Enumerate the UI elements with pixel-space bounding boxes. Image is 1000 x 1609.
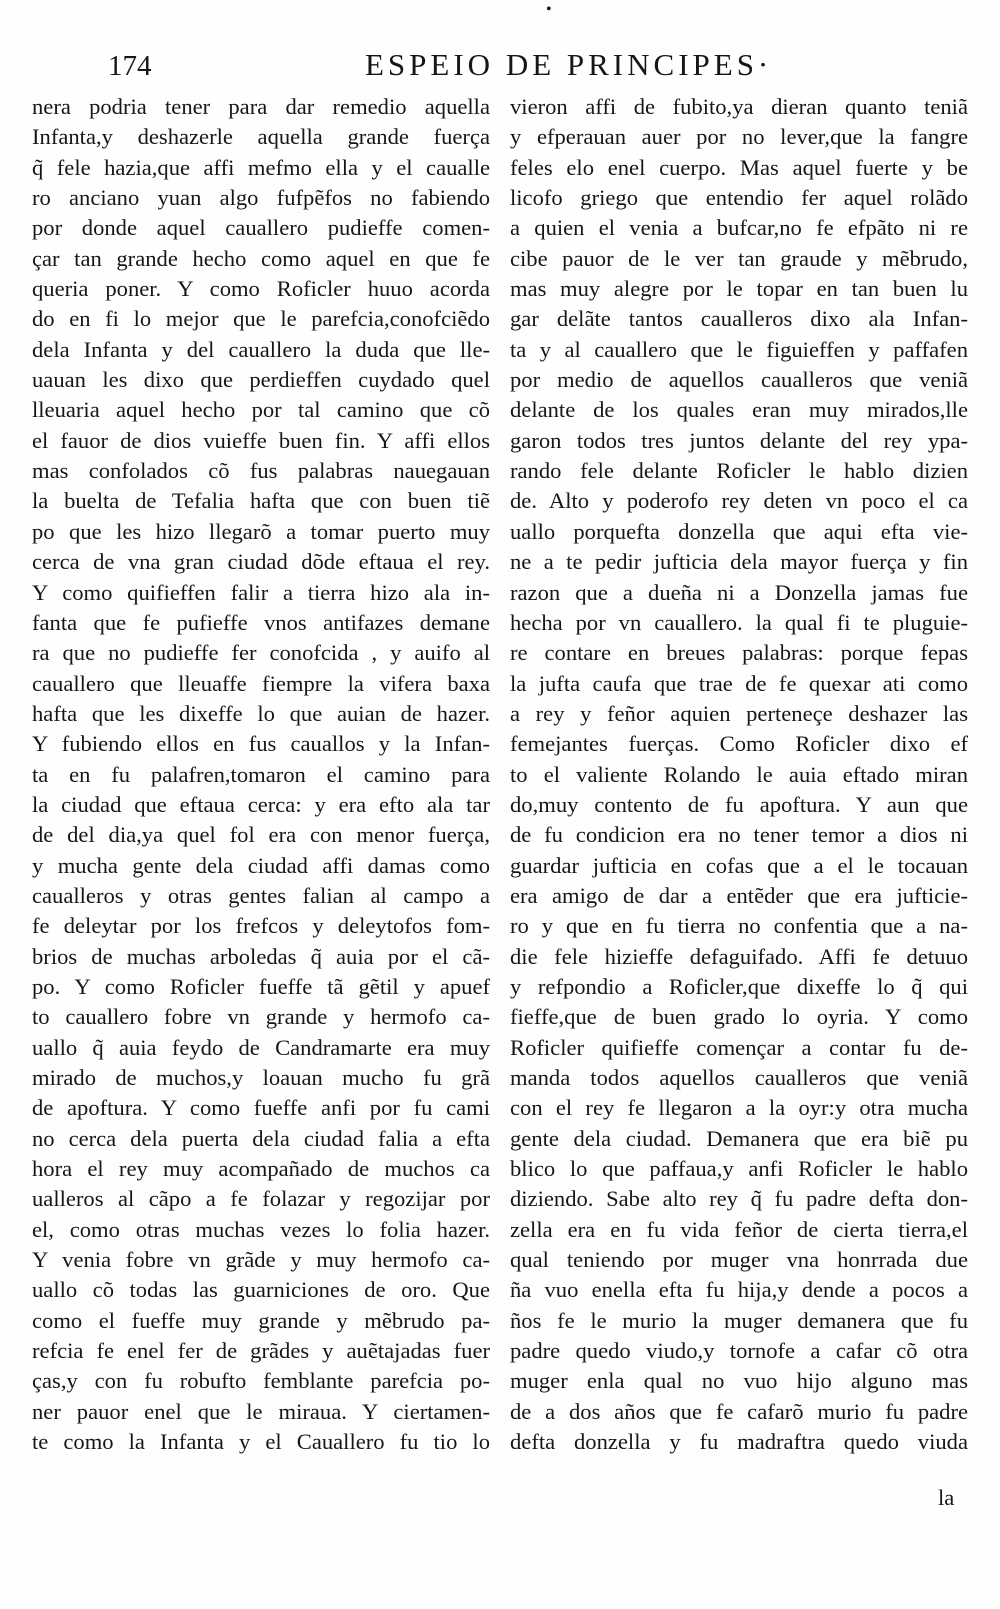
text-line: q̃ fele hazia,que affi mefmo ella y el caualle xyxy=(32,154,490,180)
text-line: ña vuo enella efta fu hija,y dende a pocos a xyxy=(510,1277,968,1303)
text-line: do en fi lo mejor que le parefcia,conofciẽdo xyxy=(32,306,490,332)
text-line: el, como otras muchas vezes lo folia hazer. xyxy=(32,1216,490,1242)
text-line: queria poner. Y como Roficler huuo acorda xyxy=(32,276,490,302)
top-mark: • xyxy=(546,1,552,18)
text-line: cibe pauor de le ver tan graude y mẽbrudo, xyxy=(510,245,968,271)
catchword: la xyxy=(938,1485,955,1510)
text-line: femejantes fuerças. Como Roficler dixo ef xyxy=(510,731,968,757)
text-line: la buelta de Tefalia hafta que con buen tiẽ xyxy=(32,488,490,514)
text-line: ta y al cauallero que le figuieffen y paffafen xyxy=(510,336,968,362)
text-line: po. Y como Roficler fueffe tã gẽtil y apuef xyxy=(32,973,490,999)
text-line: die fele hizieffe defaguifado. Affi fe detuuo xyxy=(510,943,968,969)
text-line: garon todos tres juntos delante del rey ypa- xyxy=(510,427,968,453)
text-line: por medio de aquellos caualleros que veniã xyxy=(510,367,968,393)
right-text-column xyxy=(510,92,968,1457)
text-line: de del dia,ya quel fol era con menor fuerça, xyxy=(32,822,490,848)
text-line: fanta que fe pufieffe vnos antifazes demane xyxy=(32,609,490,635)
text-line: ner pauor enel que le miraua. Y ciertamen- xyxy=(32,1398,490,1424)
text-line: ualleros al cãpo a fe folazar y regozijar por xyxy=(32,1186,490,1212)
text-line: to cauallero fobre vn grande y hermofo ca- xyxy=(32,1004,490,1030)
text-line: ños fe le murio la muger demanera que fu xyxy=(510,1307,968,1333)
running-title: ESPEIO DE PRINCIPES· xyxy=(365,47,773,82)
text-line: te como la Infanta y el Cauallero fu tio lo xyxy=(32,1429,490,1455)
text-line: ro y que en fu tierra no confentia que a na- xyxy=(510,913,968,939)
text-line: fieffe,que de buen grado lo oyria. Y como xyxy=(510,1004,968,1030)
text-line: qual teniendo por muger vna honrrada due xyxy=(510,1247,968,1273)
text-line: a rey y feñor aquien perteneçe deshazer las xyxy=(510,700,968,726)
text-line: çar tan grande hecho como aquel en que fe xyxy=(32,245,490,271)
text-line: refcia fe enel fer de grãdes y auẽtajadas fuer xyxy=(32,1338,490,1364)
text-line: gente dela ciudad. Demanera que era biẽ pu xyxy=(510,1125,968,1151)
text-line: ne a te pedir jufticia dela mayor fuerça y fin xyxy=(510,549,968,575)
text-line: Y venia fobre vn grãde y muy hermofo ca- xyxy=(32,1247,490,1273)
text-line: Y fubiendo ellos en fus cauallos y la Infan- xyxy=(32,731,490,757)
text-line: dela Infanta y del cauallero la duda que lle- xyxy=(32,336,490,362)
text-line: ças,y con fu robufto femblante parefcia po- xyxy=(32,1368,490,1394)
text-line: re contare en breues palabras: porque fepas xyxy=(510,640,968,666)
text-line: el fauor de dios vuieffe buen fin. Y affi ellos xyxy=(32,427,490,453)
text-line: cauallero que lleuaffe fiempre la vifera baxa xyxy=(32,670,490,696)
text-line: de a dos años que fe cafarõ murio fu padre xyxy=(510,1398,968,1424)
text-line: blico lo que paffaua,y anfi Roficler le hablo xyxy=(510,1156,968,1182)
text-line: Roficler quifieffe començar a contar fu de- xyxy=(510,1034,968,1060)
text-line: manda todos aquellos caualleros que veniã xyxy=(510,1065,968,1090)
text-line: guardar jufticia en cofas que a el le tocauan xyxy=(510,852,968,878)
text-line: to el valiente Rolando le auia eftado miran xyxy=(510,761,968,787)
text-line: padre quedo viudo,y tornofe a cafar cõ otra xyxy=(510,1338,968,1364)
text-line: ro anciano yuan algo fufpẽfos no fabiendo xyxy=(32,185,490,211)
text-line: mas muy alegre por le topar en tan buen lu xyxy=(510,276,968,302)
text-line: gar delãte tantos caualleros dixo ala Infan- xyxy=(510,306,968,332)
text-line: hecha por vn cauallero. la qual fi te pluguie- xyxy=(510,609,968,635)
text-line: feles elo enel cuerpo. Mas aquel fuerte y be xyxy=(510,154,968,180)
text-line: brios de muchas arboledas q̃ auia por el cã- xyxy=(32,943,490,969)
text-line: Y como quifieffen falir a tierra hizo ala in- xyxy=(32,579,490,605)
text-line: de. Alto y poderofo rey deten vn poco el ca xyxy=(510,488,968,514)
text-line: diziendo. Sabe alto rey q̃ fu padre defta don- xyxy=(510,1186,968,1212)
text-line: uallo porquefta donzella que aqui efta vie- xyxy=(510,518,968,544)
text-line: ta en fu palafren,tomaron el camino para xyxy=(32,761,490,787)
text-line: zella era en fu vida feñor de cierta tierra,el xyxy=(510,1216,968,1242)
text-line: por donde aquel cauallero pudieffe comen- xyxy=(32,215,490,241)
text-line: como el fueffe muy grande y mẽbrudo pa- xyxy=(32,1307,490,1333)
text-line: hora el rey muy acompañado de muchos ca xyxy=(32,1156,490,1182)
text-line: la jufta caufa que trae de fe quexar ati como xyxy=(510,670,968,696)
page-number: 174 xyxy=(108,50,152,82)
text-line: de fu condicion era no tener temor a dios ni xyxy=(510,822,968,848)
text-line: uallo q̃ auia feydo de Candramarte era muy xyxy=(32,1034,490,1060)
text-line: defta donzella y fu madraftra quedo viuda xyxy=(510,1429,968,1455)
text-line: caualleros y otras gentes falian al campo a xyxy=(32,882,490,908)
text-line: la ciudad que eftaua cerca: y era efto ala tar xyxy=(32,791,490,817)
text-line: vieron affi de fubito,ya dieran quanto teniã xyxy=(510,94,968,119)
text-line: do,muy contento de fu apoftura. Y aun que xyxy=(510,791,968,817)
text-line: lleuaria aquel hecho por tal camino que cõ xyxy=(32,397,490,423)
text-line: y efperauan auer por no lever,que la fangre xyxy=(510,124,968,150)
text-line: de apoftura. Y como fueffe anfi por fu cami xyxy=(32,1095,490,1121)
text-line: razon que a dueña ni a Donzella jamas fue xyxy=(510,579,968,605)
text-line: y refpondio a Roficler,que dixeffe lo q̃ qui xyxy=(510,973,968,999)
text-line: rando fele delante Roficler le hablo dizien xyxy=(510,458,968,484)
text-line: uallo cõ todas las guarniciones de oro. Que xyxy=(32,1277,490,1303)
text-line: a quien el venia a bufcar,no fe efpãto ni re xyxy=(510,215,968,241)
text-line: po que les hizo llegarõ a tomar puerto muy xyxy=(32,518,490,544)
text-line: muger enla qual no vuo hijo alguno mas xyxy=(510,1368,968,1394)
text-line: fe deleytar por los frefcos y deleytofos fom- xyxy=(32,913,490,939)
running-head xyxy=(0,44,1000,88)
text-line: Infanta,y deshazerle aquella grande fuerça xyxy=(32,124,490,150)
text-line: y mucha gente dela ciudad affi damas como xyxy=(32,852,490,878)
text-line: ra que no pudieffe fer conofcida , y auifo al xyxy=(32,640,490,666)
text-line: delante de los quales eran muy mirados,lle xyxy=(510,397,968,423)
text-line: nera podria tener para dar remedio aquella xyxy=(32,94,490,119)
text-line: hafta que les dixeffe lo que auian de hazer. xyxy=(32,700,490,726)
text-line: con el rey fe llegaron a la oyr:y otra mucha xyxy=(510,1095,968,1121)
text-line: cerca de vna gran ciudad dõde eftaua el rey. xyxy=(32,549,490,575)
left-text-column xyxy=(32,92,490,1457)
text-line: licofo griego que entendio fer aquel rolãdo xyxy=(510,185,968,211)
text-line: mas confolados cõ fus palabras nauegauan xyxy=(32,458,490,484)
text-line: uauan les dixo que perdieffen cuydado quel xyxy=(32,367,490,393)
text-line: mirado de muchos,y loauan mucho fu grã xyxy=(32,1065,490,1090)
text-line: no cerca dela puerta dela ciudad falia a efta xyxy=(32,1125,490,1151)
text-line: era amigo de dar a entẽder que era jufticie- xyxy=(510,882,968,908)
